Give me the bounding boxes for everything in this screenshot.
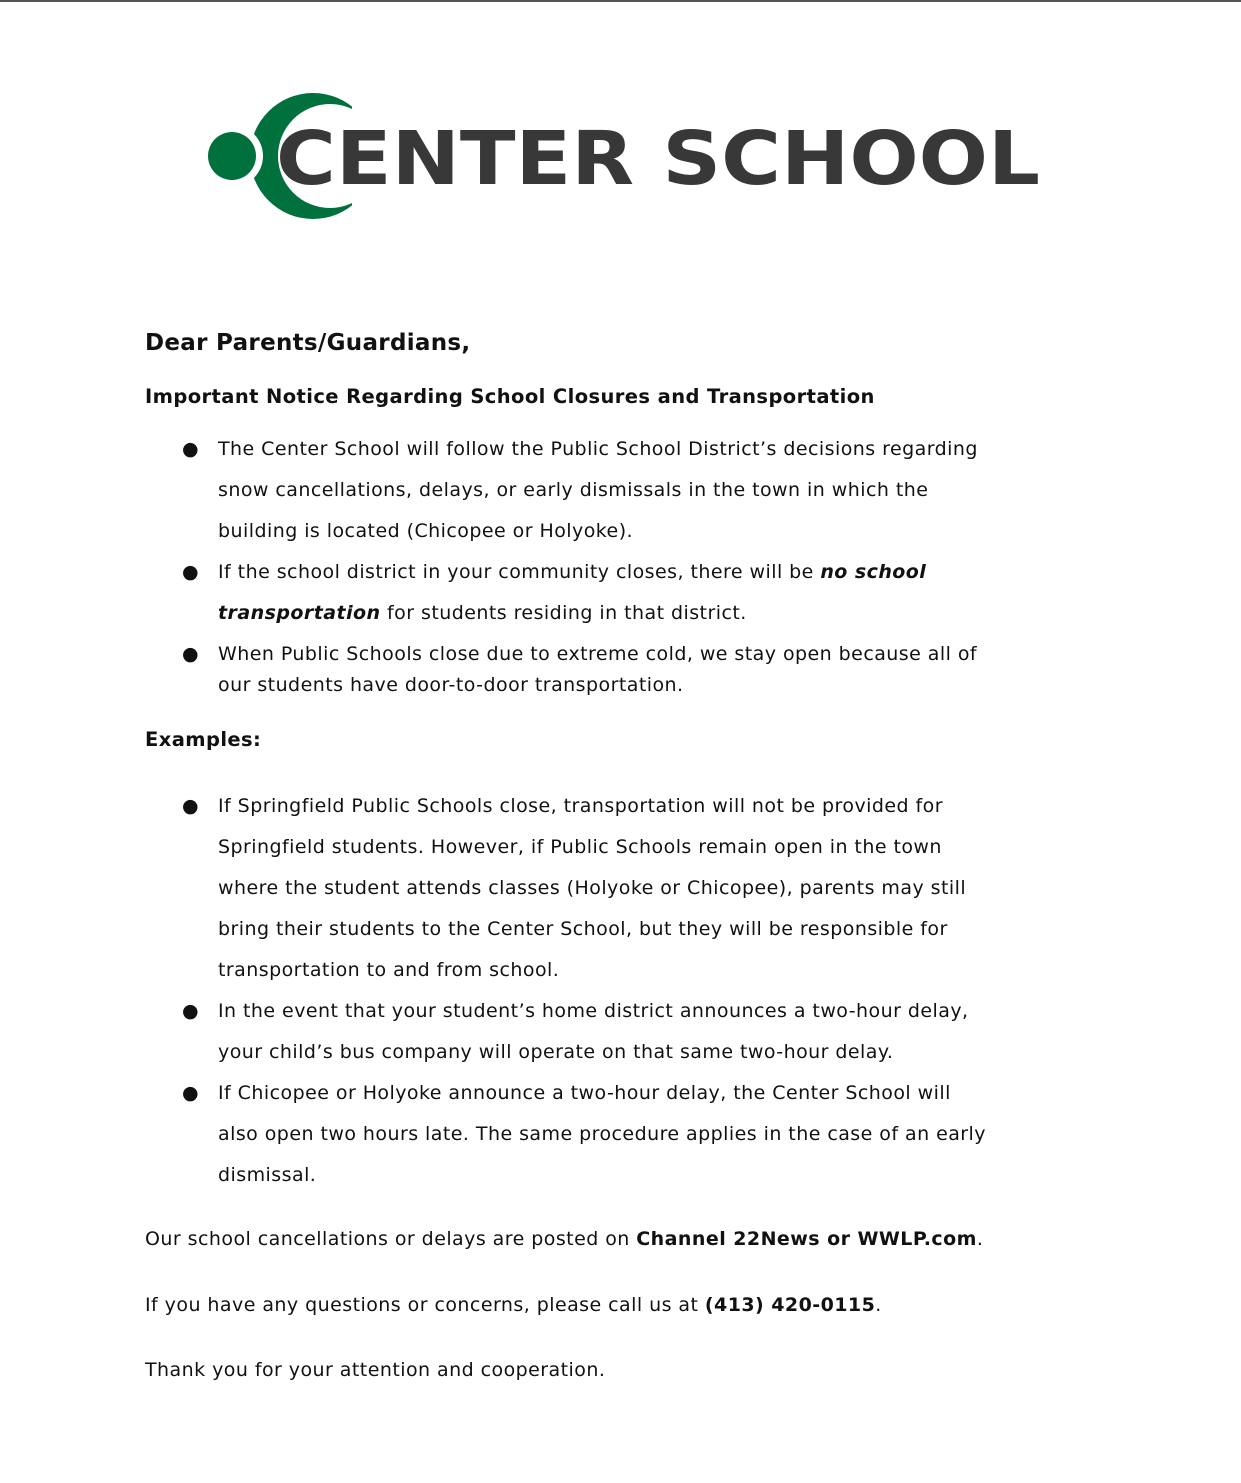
bullet-icon: ● (182, 1000, 200, 1022)
media-outlets: Channel 22News or WWLP.com (636, 1228, 977, 1250)
center-school-logo (0, 0, 1241, 260)
list-item: ● If the school district in your community closes, there will be no school transportation for students residing in that district. (145, 552, 978, 634)
bullet-icon: ● (182, 561, 200, 583)
notice-title: Important Notice Regarding School Closures and Transportation (145, 385, 875, 408)
examples-title: Examples: (145, 728, 262, 751)
list-item: ● The Center School will follow the Public School District’s decisions regarding snow cancellations, delays, or early dismissals in the town in which the building is located (Chicopee or Holyoke). (145, 429, 978, 552)
phone-number: (413) 420-0115 (704, 1294, 876, 1316)
media-paragraph: Our school cancellations or delays are posted on Channel 22News or WWLP.com. (145, 1228, 984, 1250)
bullet-icon: ● (182, 795, 200, 817)
notice-bullets-cont (145, 639, 977, 701)
example-bullets (145, 786, 986, 1196)
emphasis-no-school: no school (820, 561, 927, 583)
logo-text: CENTER SCHOOL (276, 116, 1040, 202)
list-item: ● If Springfield Public Schools close, transportation will not be provided for Springfield students. However, if Public Schools remain open in the town where the student attends classes (Holyoke or Chicopee), parents may still bring their students to the Center School, but they will be responsible for transportation to and from school. (145, 786, 986, 991)
logo-dot (208, 132, 256, 180)
notice-bullets (145, 429, 978, 634)
bullet-icon: ● (182, 1082, 200, 1104)
thanks-paragraph: Thank you for your attention and cooperation. (145, 1359, 606, 1381)
emphasis-transportation: transportation (218, 602, 381, 624)
bullet-icon: ● (182, 643, 200, 665)
bullet-icon: ● (182, 438, 200, 460)
greeting: Dear Parents/Guardians, (145, 330, 471, 356)
phone-paragraph: If you have any questions or concerns, please call us at (413) 420-0115. (145, 1294, 882, 1316)
list-item: ● When Public Schools close due to extreme cold, we stay open because all of our students have door-to-door transportation. (145, 639, 977, 701)
list-item: ● If Chicopee or Holyoke announce a two-hour delay, the Center School will also open two hours late. The same procedure applies in the case of an early dismissal. (145, 1073, 986, 1196)
list-item: ● In the event that your student’s home district announces a two-hour delay, your child’s bus company will operate on that same two-hour delay. (145, 991, 986, 1073)
